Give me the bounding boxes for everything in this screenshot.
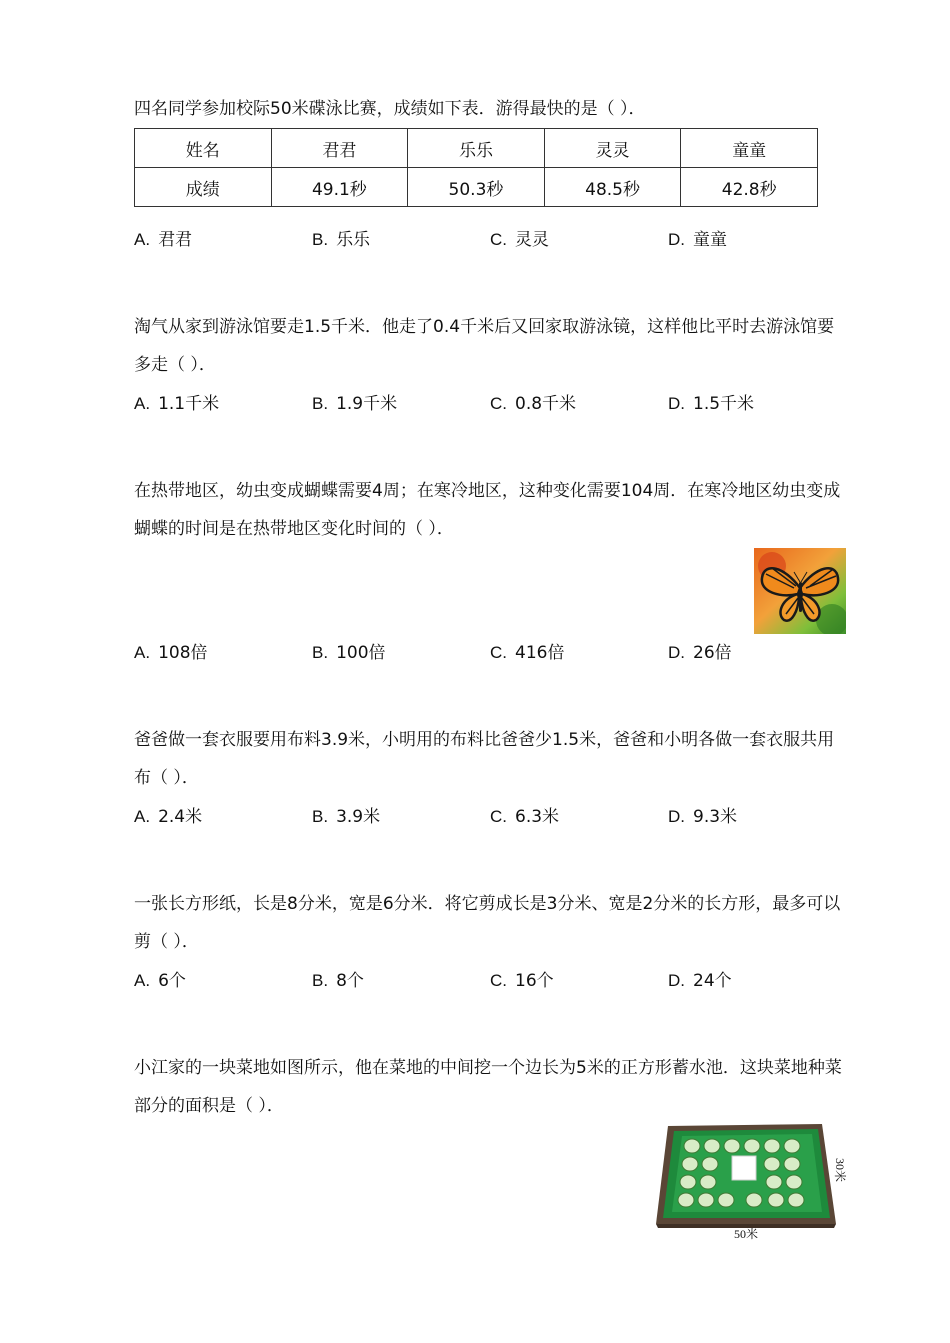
option-letter: A. [134, 807, 151, 826]
option-d[interactable] [668, 228, 727, 252]
option-letter: C. [490, 807, 507, 826]
option-letter: B. [312, 230, 329, 249]
option-c[interactable] [490, 641, 564, 665]
option-text: 1.1千米 [158, 394, 220, 414]
water-pool [732, 1156, 756, 1180]
table-cell: 童童 [681, 129, 818, 168]
question-3-text: 在热带地区，幼虫变成蝴蝶需要4周；在寒冷地区，这种变化需要104周．在寒冷地区幼虫变成蝴蝶的时间是在热带地区变化时间的（ ）． [134, 481, 841, 539]
option-d[interactable] [668, 641, 732, 665]
option-text: 6.3米 [515, 807, 560, 827]
option-a[interactable] [134, 641, 208, 665]
question-5-text: 一张长方形纸，长是8分米，宽是6分米．将它剪成长是3分米、宽是2分米的长方形，最多可以剪（ ）． [134, 894, 841, 952]
option-c[interactable] [490, 392, 576, 416]
option-text: 9.3米 [693, 807, 738, 827]
question-2-text: 淘气从家到游泳馆要走1.5千米．他走了0.4千米后又回家取游泳镜，这样他比平时去游泳馆要多走（ ）． [134, 317, 835, 375]
option-letter: B. [312, 394, 329, 413]
option-text: 灵灵 [515, 230, 549, 250]
table-cell: 成绩 [135, 168, 272, 207]
vegetable-garden-figure [654, 1122, 850, 1242]
option-text: 0.8千米 [515, 394, 577, 414]
table-cell: 48.5秒 [544, 168, 681, 207]
option-letter: C. [490, 643, 507, 662]
option-c[interactable] [490, 228, 549, 252]
option-letter: C. [490, 230, 507, 249]
option-letter: D. [668, 230, 685, 249]
option-letter: B. [312, 807, 329, 826]
results-table [134, 128, 818, 207]
option-text: 乐乐 [336, 230, 371, 250]
option-c[interactable] [490, 805, 559, 829]
option-text: 1.9千米 [336, 394, 398, 414]
option-text: 君君 [158, 230, 193, 250]
option-d[interactable] [668, 969, 732, 993]
option-letter: A. [134, 971, 151, 990]
question-4-text: 爸爸做一套衣服要用布料3.9米，小明用的布料比爸爸少1.5米，爸爸和小明各做一套衣服共用布（ ）． [134, 730, 835, 788]
option-text: 2.4米 [158, 807, 203, 827]
option-d[interactable] [668, 392, 754, 416]
height-label: 30米 [833, 1157, 847, 1183]
option-a[interactable] [134, 392, 219, 416]
option-b[interactable] [312, 228, 370, 252]
option-text: 1.5千米 [693, 394, 755, 414]
option-text: 16个 [515, 971, 554, 991]
butterfly-image [754, 548, 846, 634]
question-3-options [134, 641, 846, 665]
option-text: 8个 [336, 971, 364, 991]
option-a[interactable] [134, 969, 186, 993]
option-d[interactable] [668, 805, 737, 829]
option-text: 6个 [158, 971, 186, 991]
option-text: 26倍 [693, 643, 732, 663]
option-letter: D. [668, 394, 685, 413]
table-cell: 君君 [271, 129, 408, 168]
width-label: 50米 [733, 1227, 759, 1241]
option-text: 108倍 [158, 643, 208, 663]
option-letter: C. [490, 394, 507, 413]
table-row [135, 168, 818, 207]
option-letter: A. [134, 643, 151, 662]
option-letter: C. [490, 971, 507, 990]
table-cell: 50.3秒 [408, 168, 545, 207]
option-b[interactable] [312, 641, 386, 665]
option-a[interactable] [134, 228, 192, 252]
question-1-text: 四名同学参加校际50米碟泳比赛，成绩如下表．游得最快的是（ ）． [134, 99, 646, 119]
option-b[interactable] [312, 969, 364, 993]
option-text: 3.9米 [336, 807, 381, 827]
option-letter: B. [312, 971, 329, 990]
option-c[interactable] [490, 969, 554, 993]
option-b[interactable] [312, 805, 380, 829]
question-6-text: 小江家的一块菜地如图所示，他在菜地的中间挖一个边长为5米的正方形蓄水池．这块菜地种菜部分的面积是（ ）． [134, 1058, 842, 1116]
option-text: 24个 [693, 971, 732, 991]
table-cell: 姓名 [135, 129, 272, 168]
option-letter: D. [668, 643, 685, 662]
table-cell: 42.8秒 [681, 168, 818, 207]
option-letter: A. [134, 230, 151, 249]
table-cell: 灵灵 [544, 129, 681, 168]
question-2-options [134, 392, 846, 416]
option-text: 100倍 [336, 643, 386, 663]
option-b[interactable] [312, 392, 397, 416]
option-letter: B. [312, 643, 329, 662]
option-letter: D. [668, 971, 685, 990]
option-text: 童童 [693, 230, 727, 250]
table-cell: 乐乐 [408, 129, 545, 168]
question-4-options [134, 805, 846, 829]
option-letter: D. [668, 807, 685, 826]
option-text: 416倍 [515, 643, 565, 663]
table-cell: 49.1秒 [271, 168, 408, 207]
option-letter: A. [134, 394, 151, 413]
option-a[interactable] [134, 805, 202, 829]
table-header-row [135, 129, 818, 168]
question-1-options [134, 228, 846, 252]
question-5-options [134, 969, 846, 993]
